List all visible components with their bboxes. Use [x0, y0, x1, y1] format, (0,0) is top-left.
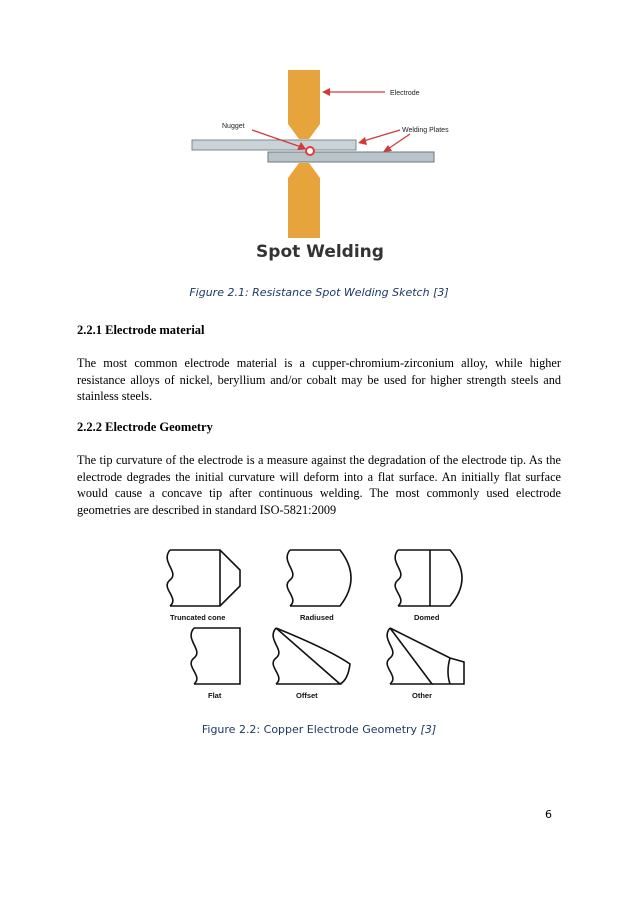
- truncated-cone-shape: [167, 550, 240, 606]
- lower-welding-plate: [268, 152, 434, 162]
- section-heading-electrode-material: 2.2.1 Electrode material: [77, 323, 205, 337]
- electrode-geometry-figure: [150, 540, 490, 710]
- flat-shape: [191, 628, 240, 684]
- geometry-label-radiused: Radiused: [300, 613, 334, 622]
- lower-electrode-tip: [288, 163, 320, 178]
- lower-electrode: [288, 178, 320, 238]
- paragraph-electrode-geometry: The tip curvature of the electrode is a measure against the degradation of the electrode tip. As the electrode degrades the initial curvature will deform into a flat surface. An initially flat surface would cause a concave tip after continuous welding. The most commonly used electrode geometries are described in standard ISO-5821:2009: [77, 453, 561, 517]
- upper-welding-plate: [192, 140, 356, 150]
- page-number: 6: [545, 808, 552, 821]
- nugget-dot: [306, 147, 314, 155]
- geometry-label-other: Other: [412, 691, 433, 700]
- other-shape: [387, 628, 464, 684]
- geometry-label-offset: Offset: [296, 691, 318, 700]
- welding-plates-label: Welding Plates: [402, 127, 449, 134]
- figure1-title: Spot Welding: [256, 242, 384, 262]
- figure2-caption-ref: [3]: [420, 723, 437, 736]
- domed-shape: [395, 550, 462, 606]
- section-heading-electrode-geometry: 2.2.2 Electrode Geometry: [77, 420, 213, 434]
- geometry-label-domed: Domed: [414, 613, 440, 622]
- electrode-label: Electrode: [390, 90, 420, 97]
- geometry-label-truncated-cone: Truncated cone: [170, 613, 226, 622]
- upper-electrode: [288, 70, 320, 124]
- figure1-caption: Figure 2.1: Resistance Spot Welding Sketch [3]: [189, 286, 449, 299]
- radiused-shape: [287, 550, 351, 606]
- nugget-label: Nugget: [222, 123, 245, 130]
- geometry-label-flat: Flat: [208, 691, 222, 700]
- figure2-caption: [60, 723, 578, 736]
- upper-electrode-tip: [288, 124, 320, 139]
- offset-shape: [273, 628, 350, 684]
- paragraph-electrode-material: The most common electrode material is a cupper-chromium-zirconium alloy, while higher resistance alloys of nickel, beryllium and/or cobalt may be used for higher strength steels and stainless steels.: [77, 356, 561, 403]
- figure2-caption-text: Figure 2.2: Copper Electrode Geometry: [201, 723, 421, 736]
